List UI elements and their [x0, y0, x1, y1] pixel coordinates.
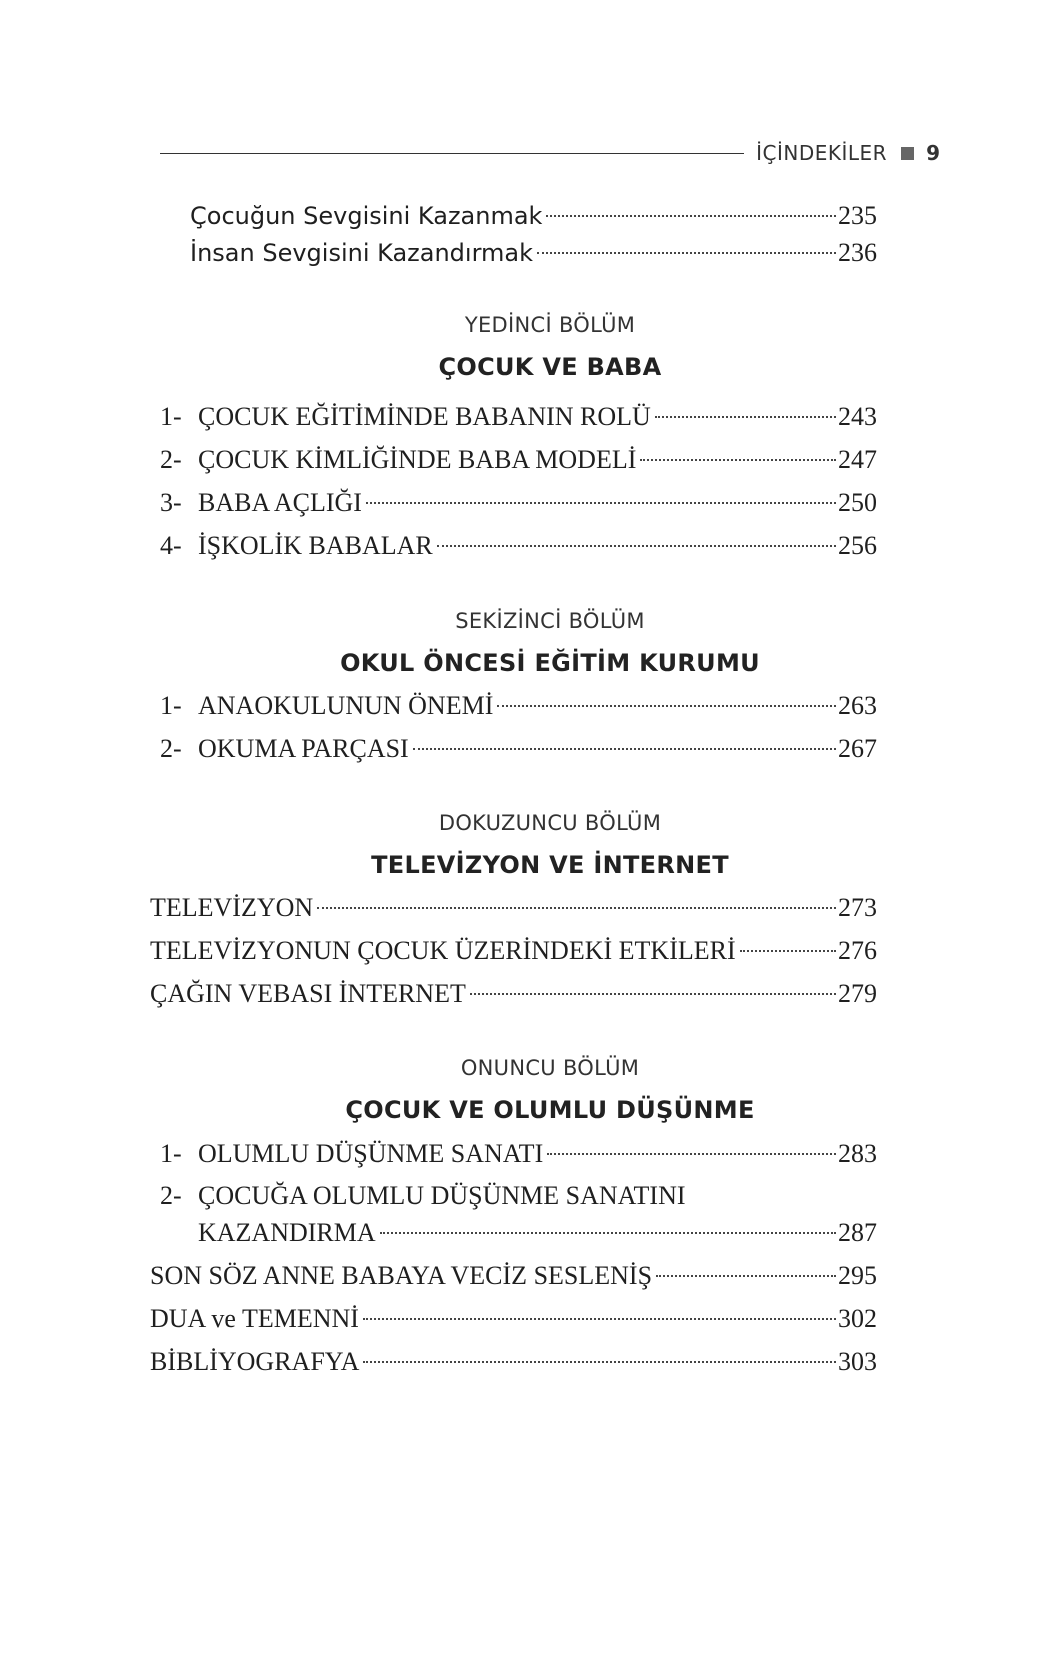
toc-entry[interactable]: [160, 1137, 877, 1171]
toc-entry[interactable]: [150, 977, 877, 1011]
dot-leader: [380, 1232, 836, 1234]
toc-entry[interactable]: [160, 732, 877, 766]
toc-entry-number: 2-: [160, 734, 182, 763]
page-number: 9: [926, 141, 940, 165]
toc-entry[interactable]: [150, 1345, 877, 1379]
toc-entry-page: 303: [838, 1347, 877, 1376]
toc-entry-title: ANAOKULUNUN ÖNEMİ: [198, 691, 494, 720]
toc-entry[interactable]: [160, 529, 877, 563]
toc-entry-page: 276: [838, 936, 877, 965]
toc-entry-number: 4-: [160, 531, 182, 560]
toc-entry-page: 295: [838, 1261, 877, 1290]
header-rule: [160, 153, 744, 154]
toc-entry[interactable]: [150, 891, 877, 925]
dot-leader: [437, 545, 836, 547]
dot-leader: [497, 705, 836, 707]
toc-entry-title: TELEVİZYON: [150, 893, 314, 922]
toc-entry[interactable]: [150, 934, 877, 968]
toc-entry-number: 1-: [160, 1139, 182, 1168]
dot-leader: [363, 1361, 836, 1363]
toc-entry-page: 236: [838, 238, 877, 267]
dot-leader: [740, 950, 836, 952]
section-title: TELEVİZYON VE İNTERNET: [371, 851, 729, 879]
toc-entry[interactable]: [190, 236, 877, 270]
toc-entry-page: 287: [838, 1218, 877, 1247]
square-icon: [901, 147, 914, 160]
dot-leader: [640, 459, 836, 461]
toc-entry-page: 283: [838, 1139, 877, 1168]
toc-entry-title: İnsan Sevgisini Kazandırmak: [190, 239, 533, 267]
toc-entry[interactable]: [150, 1259, 877, 1293]
section-label: SEKİZİNCİ BÖLÜM: [455, 609, 645, 633]
toc-entry[interactable]: [190, 199, 877, 233]
toc-entry-title: Çocuğun Sevgisini Kazanmak: [190, 202, 543, 230]
section-title: ÇOCUK VE OLUMLU DÜŞÜNME: [345, 1096, 755, 1124]
toc-entry-page: 247: [838, 445, 877, 474]
toc-entry-page: 273: [838, 893, 877, 922]
toc-entry-page: 267: [838, 734, 877, 763]
dot-leader: [546, 215, 836, 217]
toc-entry-number: 3-: [160, 488, 182, 517]
dot-leader: [366, 502, 836, 504]
dot-leader: [363, 1318, 836, 1320]
running-header: [160, 138, 940, 168]
toc-entry-title: ÇOCUK EĞİTİMİNDE BABANIN ROLÜ: [198, 402, 651, 431]
toc-entry-title: TELEVİZYONUN ÇOCUK ÜZERİNDEKİ ETKİLERİ: [150, 936, 736, 965]
toc-entry-page: 256: [838, 531, 877, 560]
toc-entry-title: İŞKOLİK BABALAR: [198, 531, 433, 560]
dot-leader: [547, 1153, 836, 1155]
toc-entry-title: OKUMA PARÇASI: [198, 734, 409, 763]
toc-entry[interactable]: [160, 443, 877, 477]
dot-leader: [656, 1275, 836, 1277]
toc-entry[interactable]: [160, 400, 877, 434]
section-label: ONUNCU BÖLÜM: [460, 1056, 640, 1080]
dot-leader: [537, 252, 836, 254]
toc-entry-first-line[interactable]: [160, 1179, 686, 1213]
toc-entry[interactable]: [160, 486, 877, 520]
toc-entry-title: ÇAĞIN VEBASI İNTERNET: [150, 979, 466, 1008]
toc-entry-title: ÇOCUK KİMLİĞİNDE BABA MODELİ: [198, 445, 637, 474]
section-title: ÇOCUK VE BABA: [438, 353, 662, 381]
toc-entry-number: 1-: [160, 402, 182, 431]
toc-entry-page: 250: [838, 488, 877, 517]
dot-leader: [413, 748, 836, 750]
toc-entry-page: 263: [838, 691, 877, 720]
toc-entry-page: 243: [838, 402, 877, 431]
toc-entry-number: 2-: [160, 1181, 182, 1210]
dot-leader: [655, 416, 836, 418]
toc-entry-page: 279: [838, 979, 877, 1008]
section-label: YEDİNCİ BÖLÜM: [464, 313, 636, 337]
section-title: OKUL ÖNCESİ EĞİTİM KURUMU: [340, 649, 760, 677]
toc-entry-title: BABA AÇLIĞI: [198, 488, 362, 517]
toc-entry-number: 1-: [160, 691, 182, 720]
toc-entry-title: OLUMLU DÜŞÜNME SANATI: [198, 1139, 544, 1168]
toc-entry[interactable]: [160, 689, 877, 723]
toc-entry[interactable]: [198, 1216, 877, 1250]
toc-entry-title: DUA ve TEMENNİ: [150, 1304, 359, 1333]
dot-leader: [317, 907, 836, 909]
dot-leader: [470, 993, 836, 995]
toc-entry-title: ÇOCUĞA OLUMLU DÜŞÜNME SANATINI: [198, 1181, 686, 1210]
section-label: DOKUZUNCU BÖLÜM: [438, 811, 662, 835]
toc-entry-page: 235: [838, 201, 877, 230]
toc-entry-title: SON SÖZ ANNE BABAYA VECİZ SESLENİŞ: [150, 1261, 653, 1290]
toc-entry[interactable]: [150, 1302, 877, 1336]
header-title: İÇİNDEKİLER: [756, 141, 888, 165]
toc-entry-continuation: KAZANDIRMA: [198, 1218, 376, 1247]
toc-entry-page: 302: [838, 1304, 877, 1333]
toc-entry-number: 2-: [160, 445, 182, 474]
toc-entry-title: BİBLİYOGRAFYA: [150, 1347, 360, 1376]
